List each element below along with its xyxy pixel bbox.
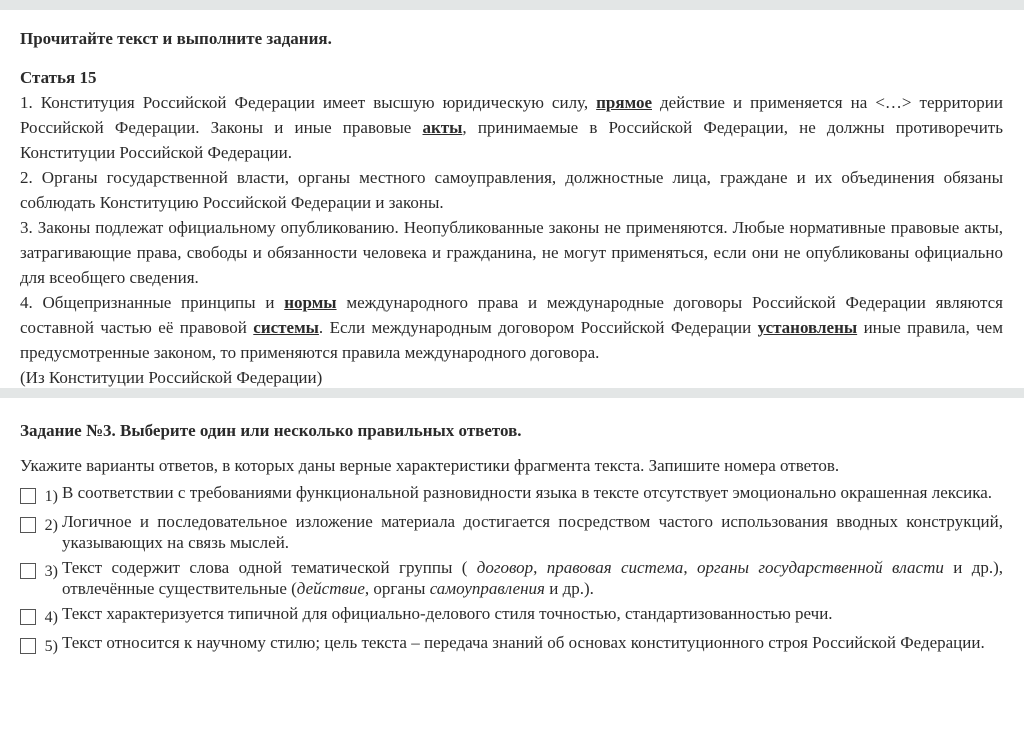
paragraph-1: 1. Конституция Российской Федерации имеет высшую юридическую силу, прямое действие и применяется на <…> территории Российской Федерации. Законы и иные правовые акты, принимаемые в Российской Федерации, не должны противоречить Конституции Российской Федерации.	[20, 93, 1003, 162]
answer-option-3[interactable]	[20, 557, 1003, 599]
top-band	[0, 0, 1024, 10]
article-title: Статья 15	[20, 68, 97, 87]
option-text: В соответствии с требованиями функциональной разновидности языка в тексте отсутствует эмоционально окрашенная лексика.	[62, 483, 993, 502]
option-number: 1)	[44, 488, 58, 505]
option-checkbox[interactable]	[20, 563, 36, 579]
answer-option-4[interactable]	[20, 603, 1003, 628]
option-checkbox[interactable]	[20, 517, 36, 533]
highlight-word: прямое	[596, 93, 652, 112]
highlight-word: системы	[253, 318, 319, 337]
source-note: (Из Конституции Российской Федерации)	[20, 368, 323, 387]
option-text: Логичное и последовательное изложение материала достигается посредством частого использования вводных конструкций, указывающих на связь мыслей.	[62, 512, 1003, 552]
option-text: Текст характеризуется типичной для официально-делового стиля точностью, стандартизованностью речи.	[62, 604, 833, 623]
option-number: 2)	[44, 517, 58, 534]
highlight-word: установлены	[757, 318, 858, 337]
highlight-word: акты	[422, 118, 463, 137]
task-instruction: Укажите варианты ответов, в которых даны верные характеристики фрагмента текста. Запишите номера ответов.	[20, 456, 840, 475]
reading-section	[0, 10, 1024, 388]
task-title: Задание №3. Выберите один или несколько правильных ответов.	[20, 421, 522, 440]
option-checkbox[interactable]	[20, 609, 36, 625]
option-checkbox[interactable]	[20, 638, 36, 654]
answer-option-1[interactable]	[20, 482, 1003, 507]
answer-option-2[interactable]	[20, 511, 1003, 553]
option-number: 4)	[44, 609, 58, 626]
option-checkbox[interactable]	[20, 488, 36, 504]
paragraph-2: 2. Органы государственной власти, органы местного самоуправления, должностные лица, граждане и их объединения обязаны соблюдать Конституцию Российской Федерации и законы.	[20, 168, 1003, 212]
option-number: 3)	[44, 563, 58, 580]
task-section	[0, 398, 1024, 657]
option-text: Текст относится к научному стилю; цель текста – передача знаний об основах конституционного строя Российской Федерации.	[62, 633, 985, 652]
option-text: Текст содержит слова одной тематической группы ( договор, правовая система, органы государственной власти и др.), отвлечённые существительные (действие, органы самоуправления и др.).	[62, 558, 1004, 598]
option-number: 5)	[44, 638, 58, 655]
reading-instruction: Прочитайте текст и выполните задания.	[20, 29, 332, 48]
paragraph-4: 4. Общепризнанные принципы и нормы международного права и международные договоры Российской Федерации являются составной частью её правовой системы. Если международным договором Российской Федерации установлены иные правила, чем предусмотренные законом, то применяются правила международного договора.	[20, 293, 1003, 362]
highlight-word: нормы	[284, 293, 337, 312]
paragraph-3: 3. Законы подлежат официальному опубликованию. Неопубликованные законы не применяются. Любые нормативные правовые акты, затрагивающие права, свободы и обязанности человека и гражданина, не могут применяться, если они не опубликованы официально для всеобщего сведения.	[20, 218, 1003, 287]
answer-option-5[interactable]	[20, 632, 1003, 657]
